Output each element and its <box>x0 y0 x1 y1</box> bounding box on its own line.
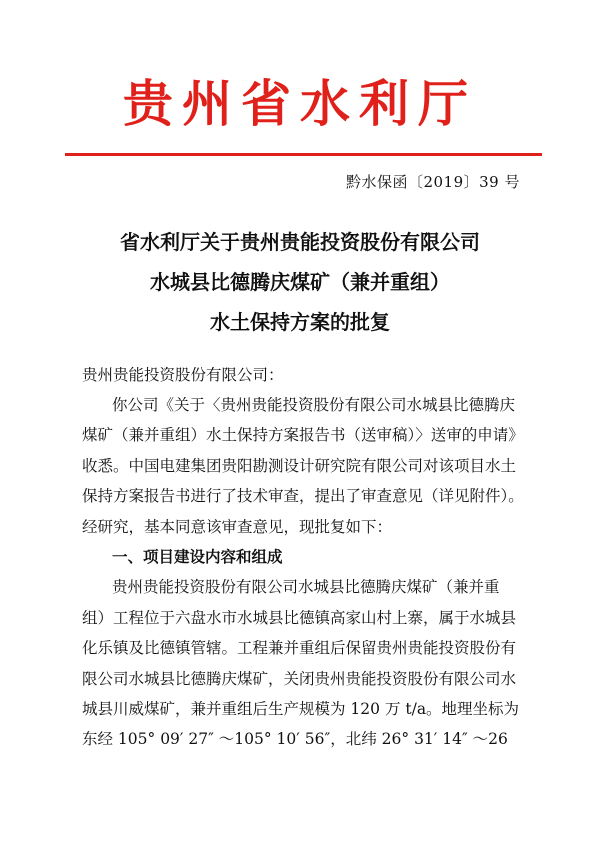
body-paragraph-1-line: 煤矿（兼并重组）水土保持方案报告书（送审稿）〉送审的申请》 <box>82 426 524 445</box>
header-red-rule <box>65 153 542 156</box>
body-paragraph-1-line: 你公司《关于〈贵州贵能投资股份有限公司水城县比德腾庆 <box>112 396 516 414</box>
body-paragraph-1-line: 收悉。中国电建集团贵阳勘测设计研究院有限公司对该项目水土 <box>82 456 517 475</box>
document-title-line-1: 省水利厅关于贵州贵能投资股份有限公司 <box>120 230 480 254</box>
body-paragraph-2-line: 贵州贵能投资股份有限公司水城县比德腾庆煤矿（兼并重 <box>112 578 500 597</box>
document-title-line-2: 水城县比德腾庆煤矿（兼并重组） <box>150 270 450 294</box>
document-body <box>82 390 526 755</box>
body-paragraph-2-line: 限公司水城县比德腾庆煤矿，关闭贵州贵能投资股份有限公司水 <box>82 669 517 688</box>
document-title <box>0 222 600 342</box>
addressee: 贵州贵能投资股份有限公司： <box>82 366 284 384</box>
body-paragraph-2-line: 东经 105° 09′ 27″ ～105° 10′ 56″，北纬 26° 31′ 14″ ～26 <box>82 730 508 749</box>
body-paragraph-2-line: 组）工程位于六盘水市水城县比德镇高家山村上寨，属于水城县 <box>82 608 517 627</box>
body-paragraph-2-line: 化乐镇及比德镇管辖。工程兼并重组后保留贵州贵能投资股份有 <box>82 639 517 658</box>
document-number: 黔水保函〔2019〕39 号 <box>345 173 520 191</box>
body-paragraph-1-line: 经研究，基本同意该审查意见，现批复如下： <box>82 517 393 536</box>
issuing-organization-title: 贵州省水利厅 <box>123 74 477 133</box>
document-title-line-3: 水土保持方案的批复 <box>210 310 390 334</box>
section-heading: 一、项目建设内容和组成 <box>112 548 283 567</box>
body-paragraph-2-line: 城县川威煤矿，兼并重组后生产规模为 120 万 t/a。地理坐标为 <box>82 700 520 719</box>
body-paragraph-1-line: 保持方案报告书进行了技术审查，提出了审查意见（详见附件）。 <box>82 487 524 506</box>
